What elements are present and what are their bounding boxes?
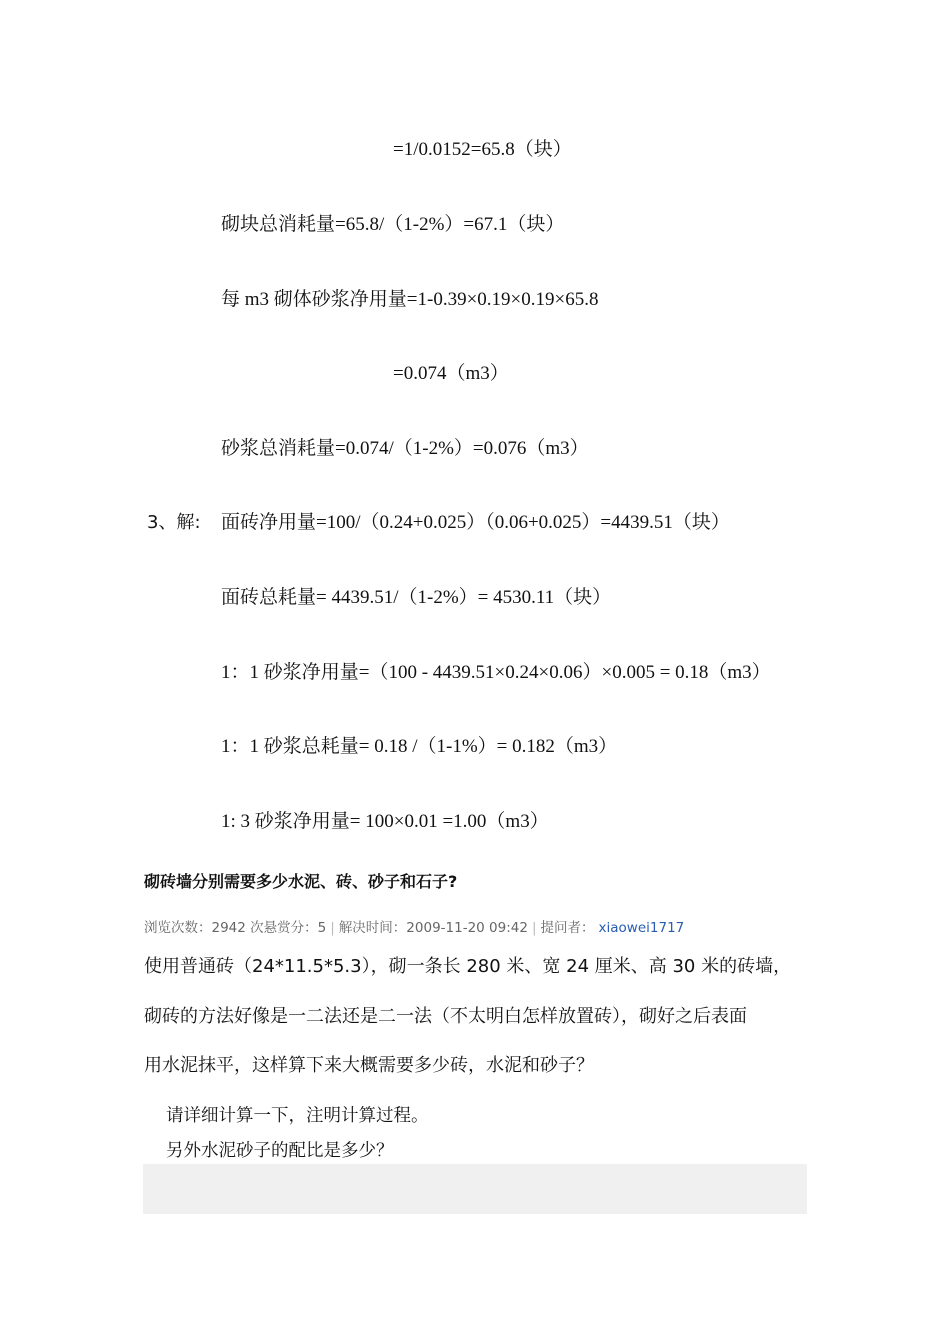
view-count: 浏览次数：2942 次悬赏分：5 — [144, 920, 327, 936]
answer-box — [143, 1164, 807, 1214]
asker-link[interactable]: xiaowei1717 — [598, 920, 685, 936]
question-body-line: 用水泥抹平，这样算下来大概需要多少砖，水泥和砂子？ — [144, 1055, 594, 1076]
question-meta — [144, 918, 684, 938]
formula-line: 1：1 砂浆总耗量= 0.18 /（1-1%）= 0.182（m3） — [221, 736, 618, 757]
question-extra-line: 请详细计算一下，注明计算过程。 — [166, 1106, 429, 1126]
question-title: 砌砖墙分别需要多少水泥、砖、砂子和石子? — [144, 872, 458, 891]
formula-line: 每 m3 砌体砂浆净用量=1-0.39×0.19×0.19×65.8 — [221, 289, 599, 310]
question-body-line: 砌砖的方法好像是一二法还是二一法（不太明白怎样放置砖），砌好之后表面 — [144, 1006, 747, 1027]
formula-line: 面砖总耗量= 4439.51/（1-2%）= 4530.11（块） — [221, 587, 612, 608]
formula-line: 砌块总消耗量=65.8/（1-2%）=67.1（块） — [221, 214, 565, 235]
formula-line: 面砖净用量=100/（0.24+0.025）（0.06+0.025）=4439.51（块） — [221, 512, 730, 533]
formula-line: 1：1 砂浆净用量=（100 - 4439.51×0.24×0.06）×0.005 = 0.18（m3） — [221, 662, 771, 683]
asker-label: 提问者： — [540, 920, 595, 936]
solved-time: 解决时间：2009-11-20 09:42 — [338, 920, 528, 936]
formula-line: 1: 3 砂浆净用量= 100×0.01 =1.00（m3） — [221, 811, 549, 832]
divider: | — [330, 920, 335, 936]
formula-line: =1/0.0152=65.8（块） — [393, 139, 572, 160]
formula-line: =0.074（m3） — [393, 363, 509, 384]
question-extra-line: 另外水泥砂子的配比是多少？ — [166, 1141, 394, 1161]
formula-line: 砂浆总消耗量=0.074/（1-2%）=0.076（m3） — [221, 438, 589, 459]
divider: | — [531, 920, 537, 936]
problem-number: 3、解: — [147, 512, 201, 533]
question-body-line: 使用普通砖（24*11.5*5.3），砌一条长 280 米、宽 24 厘米、高 30 米的砖墙， — [144, 956, 792, 977]
